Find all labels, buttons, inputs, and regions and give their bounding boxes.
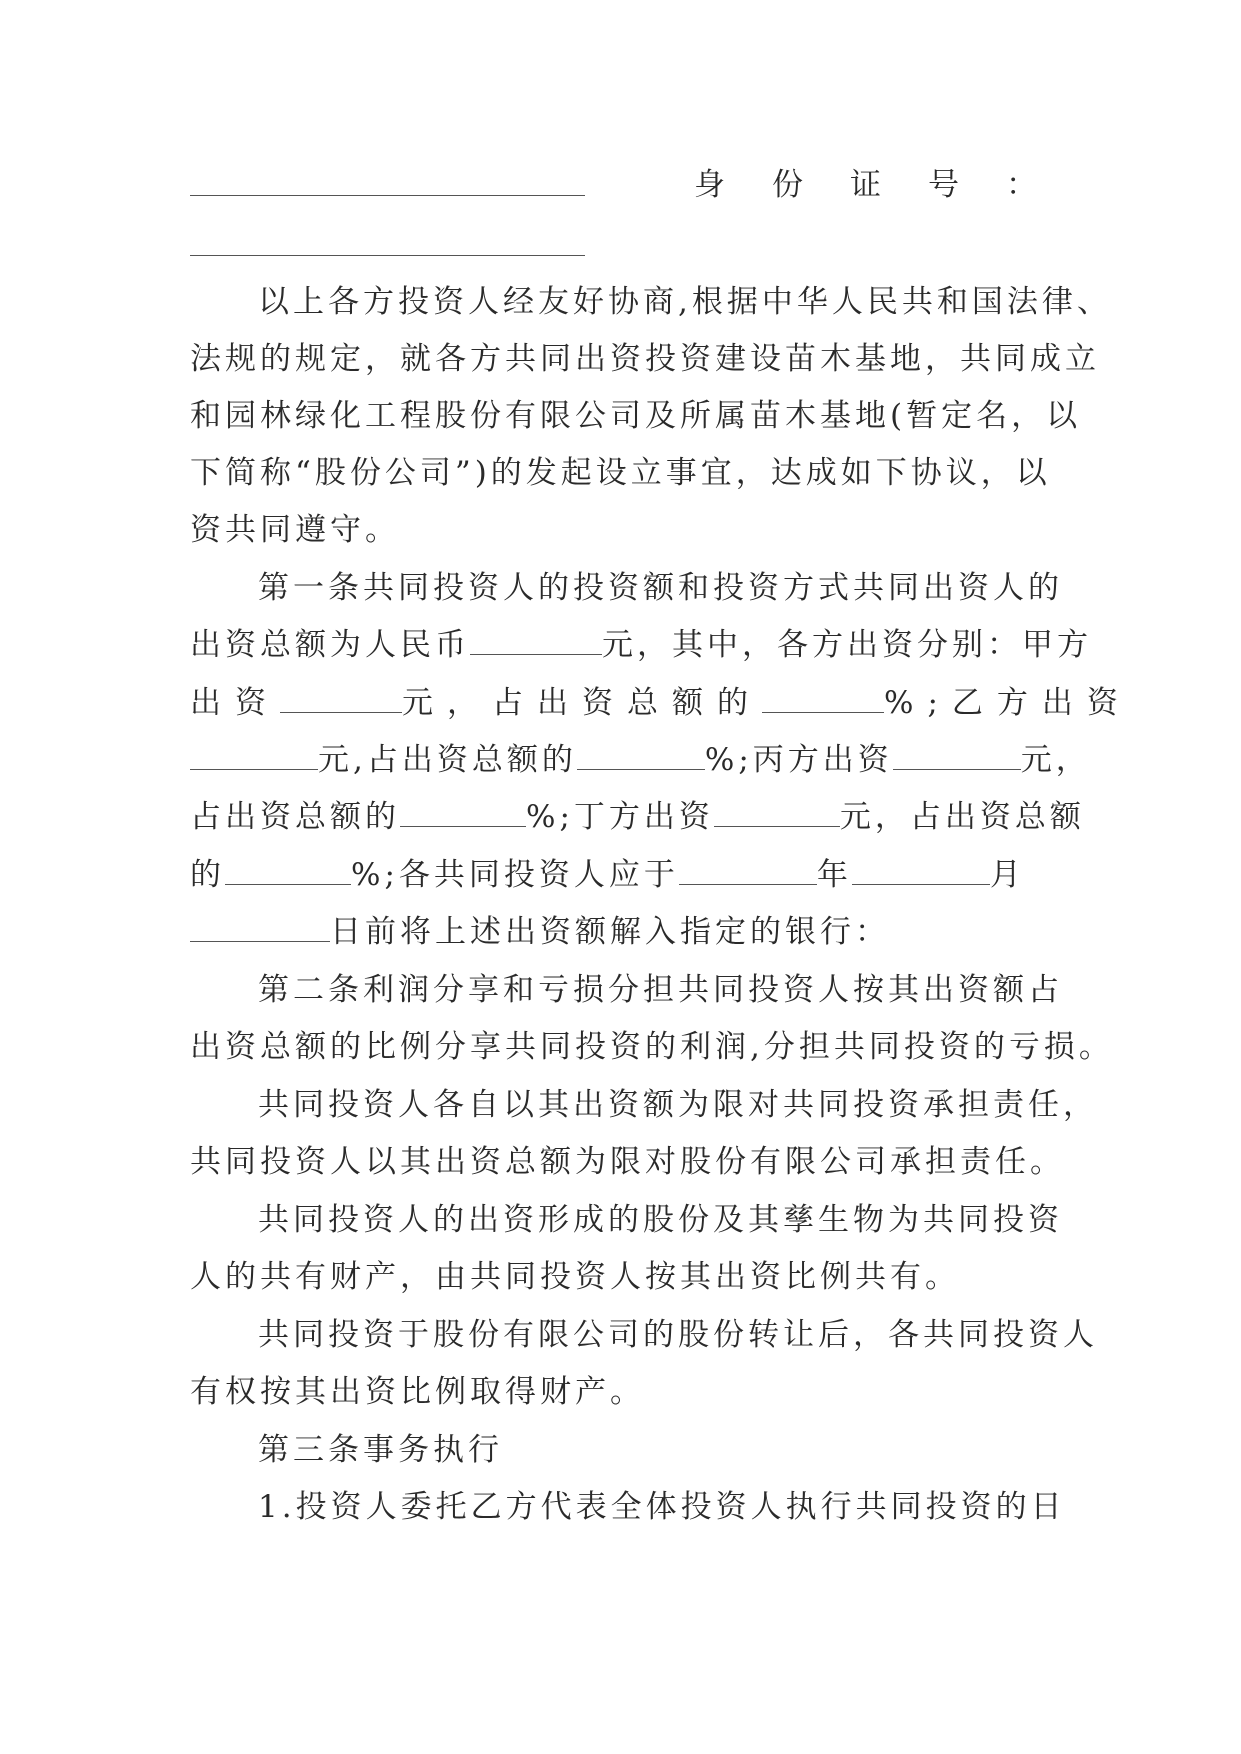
id-number-blank-line [190, 255, 585, 256]
party-d-percent-blank [225, 858, 351, 885]
article1-line-5 [190, 797, 1085, 837]
article2-line-3: 共同投资人各自以其出资额为限对共同投资承担责任， [258, 1087, 1098, 1123]
id-label-char-3: 证 [850, 167, 881, 203]
preamble-line-1: 以上各方投资人经友好协商,根据中华人民共和国法律、 [258, 284, 1112, 320]
preamble-line-5: 资共同遵守。 [190, 512, 400, 548]
party-d-amount-blank [714, 800, 840, 827]
preamble-line-2: 法规的规定，就各方共同出资投资建设苗木基地，共同成立 [190, 341, 1100, 377]
article3-title: 第三条事务执行 [258, 1432, 503, 1468]
article1-text: 月 [989, 857, 1025, 893]
article1-text: 年 [816, 857, 852, 893]
article1-text: %;各共同投资人应于 [351, 857, 679, 893]
deadline-day-blank [190, 915, 330, 942]
preamble-line-3: 和园林绿化工程股份有限公司及所属苗木基地(暂定名，以 [190, 398, 1082, 434]
article1-line-3 [190, 683, 1132, 723]
article1-text: 元，其中，各方出资分别：甲方 [602, 627, 1092, 663]
article1-text: 日前将上述出资额解入指定的银行： [330, 914, 890, 950]
article1-text: %;乙方出资 [884, 685, 1132, 721]
article1-text: 出资 [190, 685, 280, 721]
article2-line-7: 共同投资于股份有限公司的股份转让后，各共同投资人 [258, 1317, 1098, 1353]
article1-line-6 [190, 855, 1025, 895]
party-b-amount-blank [190, 743, 318, 770]
party-a-amount-blank [280, 686, 402, 713]
article2-line-6: 人的共有财产，由共同投资人按其出资比例共有。 [190, 1259, 960, 1295]
id-label-char-1: 身 [694, 167, 725, 203]
article1-line-7 [190, 912, 890, 952]
article1-text: %;丁方出资 [526, 799, 714, 835]
party-c-amount-blank [893, 743, 1021, 770]
preamble-line-4: 下简称“股份公司”)的发起设立事宜，达成如下协议，以 [190, 455, 1051, 491]
id-label-char-4: 号 [928, 167, 959, 203]
article2-line-1: 第二条利润分享和亏损分担共同投资人按其出资额占 [258, 972, 1063, 1008]
article1-text: 元，占出资总额 [839, 799, 1085, 835]
article2-line-2: 出资总额的比例分享共同投资的利润,分担共同投资的亏损。 [190, 1029, 1114, 1065]
deadline-month-blank [852, 858, 990, 885]
article2-line-4: 共同投资人以其出资总额为限对股份有限公司承担责任。 [190, 1144, 1065, 1180]
article2-line-8: 有权按其出资比例取得财产。 [190, 1374, 645, 1410]
article1-line-1: 第一条共同投资人的投资额和投资方式共同出资人的 [258, 570, 1063, 606]
article1-text: %;丙方出资 [704, 742, 893, 778]
id-label-char-2: 份 [772, 167, 803, 203]
id-label-colon: ： [1006, 167, 1037, 203]
article1-text: 元,占出资总额的 [318, 742, 577, 778]
article1-text: 元， [1020, 742, 1091, 778]
article1-line-4 [190, 740, 1091, 780]
article1-text: 占出资总额的 [190, 799, 400, 835]
party-b-percent-blank [577, 743, 705, 770]
name-blank-line [190, 195, 585, 196]
article1-line-2 [190, 625, 1092, 665]
article2-line-5: 共同投资人的出资形成的股份及其孳生物为共同投资 [258, 1202, 1063, 1238]
article3-line-1: 1.投资人委托乙方代表全体投资人执行共同投资的日 [258, 1489, 1066, 1525]
article1-text: 的 [190, 857, 225, 893]
deadline-year-blank [679, 858, 817, 885]
party-c-percent-blank [400, 800, 526, 827]
article1-text: 元，占出资总额的 [402, 685, 762, 721]
article1-text: 出资总额为人民币 [190, 627, 470, 663]
total-amount-blank [470, 628, 602, 655]
party-a-percent-blank [762, 686, 884, 713]
